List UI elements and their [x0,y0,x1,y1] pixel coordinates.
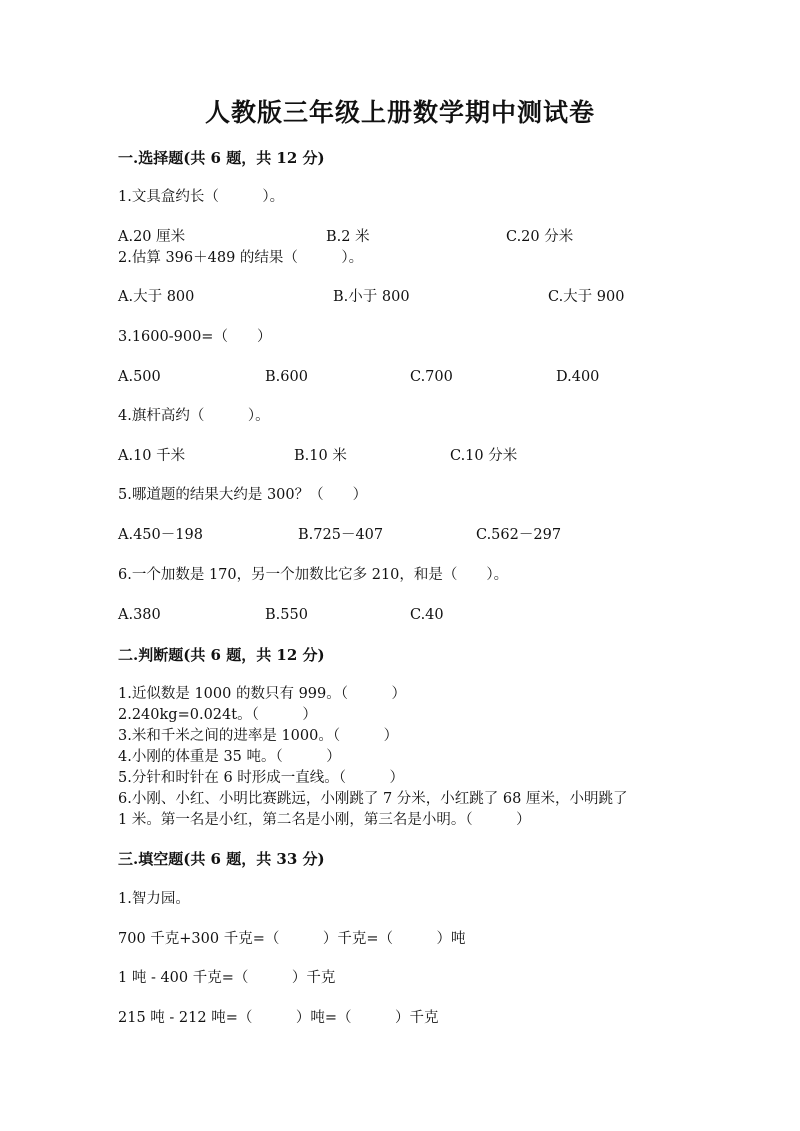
judgment-item: 3.米和千米之间的进率是 1000。（ ） [118,728,399,744]
option-c: C.40 [410,607,444,623]
fill-item: 700 千克+300 千克=（ ）千克=（ ）吨 [118,931,466,947]
option-a: A.10 千米 [118,448,186,464]
judgment-item-continued: 1 米。第一名是小红，第二名是小刚，第三名是小明。（ ） [118,812,531,828]
option-a: A.380 [118,607,161,623]
question-stem: 2.估算 396＋489 的结果（ ）。 [118,250,364,266]
option-a: A.500 [118,369,161,385]
fill-item: 1 吨 - 400 千克=（ ）千克 [118,970,336,986]
option-b: B.小于 800 [333,289,410,305]
option-d: D.400 [556,369,600,385]
section-header-choice: 一.选择题(共 6 题，共 12 分) [118,149,325,167]
page-title: 人教版三年级上册数学期中测试卷 [204,98,595,127]
option-b: B.725－407 [298,527,384,543]
fill-item: 1.智力园。 [118,891,190,907]
option-a: A.20 厘米 [118,229,186,245]
option-c: C.20 分米 [506,229,574,245]
option-b: B.600 [265,369,308,385]
fill-item: 215 吨 - 212 吨=（ ）吨=（ ）千克 [118,1010,439,1026]
judgment-item: 4.小刚的体重是 35 吨。（ ） [118,749,341,765]
option-b: B.2 米 [326,229,370,245]
question-stem: 5.哪道题的结果大约是 300？（ ） [118,487,368,503]
judgment-item: 5.分针和时针在 6 时形成一直线。（ ） [118,770,405,786]
question-stem: 6.一个加数是 170，另一个加数比它多 210，和是（ ）。 [118,567,509,583]
judgment-item: 6.小刚、小红、小明比赛跳远，小刚跳了 7 分米，小红跳了 68 厘米，小明跳了 [118,791,628,807]
question-stem: 3.1600-900=（ ） [118,329,272,345]
judgment-item: 2.240kg=0.024t。（ ） [118,707,317,723]
option-a: A.450－198 [118,527,203,543]
section-header-judgment: 二.判断题(共 6 题，共 12 分) [118,646,325,664]
option-c: C.10 分米 [450,448,518,464]
option-b: B.10 米 [294,448,347,464]
option-c: C.大于 900 [548,289,625,305]
judgment-item: 1.近似数是 1000 的数只有 999。（ ） [118,686,406,702]
question-stem: 4.旗杆高约（ ）。 [118,408,270,424]
option-a: A.大于 800 [118,289,195,305]
question-stem: 1.文具盒约长（ ）。 [118,189,285,205]
option-c: C.700 [410,369,453,385]
section-header-fill: 三.填空题(共 6 题，共 33 分) [118,850,325,868]
option-c: C.562－297 [476,527,562,543]
option-b: B.550 [265,607,308,623]
